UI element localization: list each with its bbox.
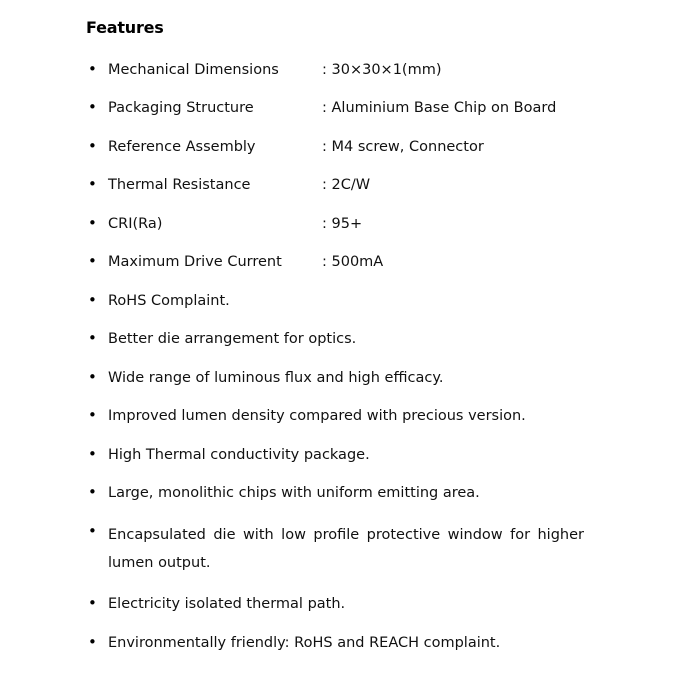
list-item — [86, 405, 636, 427]
spec-label: • Thermal Resistance — [108, 177, 251, 194]
feature-text: • Improved lumen density compared with precious version. — [108, 408, 526, 425]
list-item — [86, 328, 636, 350]
list-item — [86, 136, 636, 158]
feature-text: • Large, monolithic chips with uniform emitting area. — [108, 485, 480, 502]
page-title: Features — [86, 18, 164, 37]
spec-value: : 2C/W — [322, 177, 371, 194]
list-item — [86, 632, 636, 654]
feature-text: • RoHS Complaint. — [108, 292, 230, 309]
feature-text: • Environmentally friendly: RoHS and REACH complaint. — [108, 634, 501, 651]
feature-text: • Electricity isolated thermal path. — [108, 596, 346, 613]
spec-value: : 30×30×1(mm) — [322, 62, 442, 78]
feature-text: • Better die arrangement for optics. — [108, 331, 357, 348]
list-item — [86, 251, 636, 273]
spec-label: • CRI(Ra) — [108, 215, 163, 232]
list-item — [86, 367, 636, 389]
spec-value: : 95+ — [322, 215, 363, 232]
spec-value: : Aluminium Base Chip on Board — [322, 100, 557, 117]
list-item — [86, 593, 636, 615]
spec-value: : 500mA — [322, 254, 384, 271]
spec-label: • Reference Assembly — [108, 138, 256, 155]
spec-label: • Mechanical Dimensions — [108, 62, 279, 78]
list-item — [86, 213, 636, 235]
list-item — [86, 521, 636, 578]
spec-label: • Packaging Structure — [108, 100, 254, 117]
list-item — [86, 444, 636, 466]
feature-text: • Encapsulated die with low profile protective window for higher lumen output. — [108, 526, 584, 571]
list-item — [86, 97, 636, 119]
list-item — [86, 290, 636, 312]
list-item — [86, 174, 636, 196]
feature-text: • Wide range of luminous flux and high efficacy. — [108, 369, 444, 386]
spec-label: • Maximum Drive Current — [108, 254, 282, 271]
feature-text: • High Thermal conductivity package. — [108, 446, 370, 463]
features-list — [86, 59, 636, 654]
list-item — [86, 59, 636, 81]
spec-value: : M4 screw, Connector — [322, 138, 484, 155]
list-item — [86, 482, 636, 504]
